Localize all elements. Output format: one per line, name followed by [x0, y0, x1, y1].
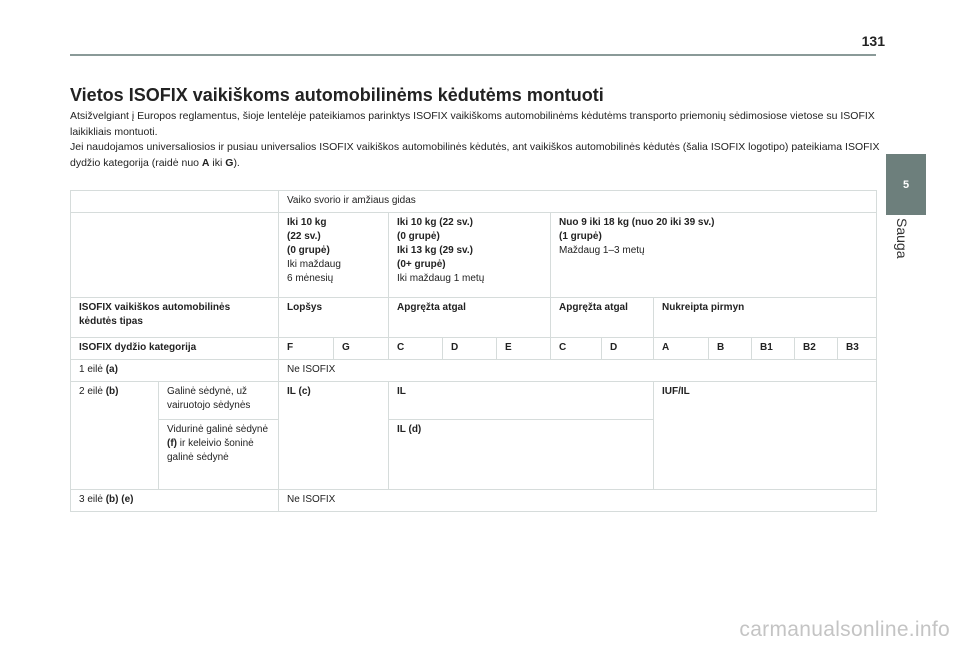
- row2-sub1-label: Galinė sėdynė, už vairuotojo sėdynės: [159, 382, 279, 420]
- group-0-line: Iki 10 kg: [287, 217, 327, 228]
- intro-text-part: iki: [209, 156, 226, 169]
- group-0-line: (22 sv.): [287, 231, 321, 242]
- type-rear-facing-1: Apgręžta atgal: [389, 298, 551, 338]
- row2-sub1-rear-value: IL: [389, 382, 654, 420]
- size-row-label: ISOFIX dydžio kategorija: [71, 338, 279, 360]
- table-row: [71, 382, 877, 420]
- chapter-tab[interactable]: [886, 154, 926, 215]
- row2-sub2-label: [159, 420, 279, 490]
- row1-label-text: 1 eilė: [79, 364, 106, 375]
- row2-sub2-rear-value: IL (d): [389, 420, 654, 490]
- table-row: [71, 298, 877, 338]
- group-0-line: (0 grupė): [287, 245, 330, 256]
- row3-value: Ne ISOFIX: [279, 490, 877, 512]
- table-row: [71, 338, 877, 360]
- table-row: [71, 191, 877, 213]
- size-cell: B: [709, 338, 752, 360]
- row2-sub2-text: ir keleivio šoninė galinė sėdynė: [167, 438, 254, 463]
- group-1-line: Iki 13 kg (29 sv.): [397, 245, 473, 256]
- intro-text-part: Jei naudojamos universaliosios ir pusiau universalios ISOFIX vaikiškos automobilinės kėdutės, ant vaikiškos automobilinės kėdutės (šalia ISOFIX logotipo) pateikiama ISOFIX dydžio kategorija (raidė nuo: [70, 141, 880, 169]
- size-letter-a: A: [201, 156, 210, 169]
- table-cell-empty: [71, 213, 279, 298]
- group-1-line: Iki maždaug 1 metų: [397, 273, 485, 284]
- size-cell: C: [389, 338, 443, 360]
- type-cot: Lopšys: [279, 298, 389, 338]
- intro-text: [70, 109, 880, 171]
- group-1-line: Iki 10 kg (22 sv.): [397, 217, 473, 228]
- row1-value: Ne ISOFIX: [279, 360, 877, 382]
- group-0-header: [279, 213, 389, 298]
- group-1-line: (0+ grupė): [397, 259, 446, 270]
- chapter-number: 5: [902, 178, 910, 191]
- guide-header: Vaiko svorio ir amžiaus gidas: [279, 191, 877, 213]
- header-divider: [70, 54, 876, 56]
- type-row-label: ISOFIX vaikiškos automobilinės kėdutės tipas: [71, 298, 279, 338]
- size-cell: B3: [838, 338, 877, 360]
- row2-label-text: 2 eilė: [79, 386, 106, 397]
- size-cell: C: [551, 338, 602, 360]
- intro-paragraph-2: [70, 140, 880, 171]
- group-0-line: 6 mėnesių: [287, 273, 334, 284]
- row2-sub2-text: Vidurinė galinė sėdynė: [167, 424, 269, 435]
- row1-label-note: (a): [105, 364, 118, 375]
- group-1-header: [389, 213, 551, 298]
- type-rear-facing-2: Apgręžta atgal: [551, 298, 654, 338]
- group-2-line: Maždaug 1–3 metų: [559, 245, 645, 256]
- row1-label: [71, 360, 279, 382]
- size-cell: A: [654, 338, 709, 360]
- page-number: 131: [861, 33, 885, 49]
- group-2-header: [551, 213, 877, 298]
- row2-cot-value: IL (c): [279, 382, 389, 490]
- size-cell: D: [602, 338, 654, 360]
- size-cell: D: [443, 338, 497, 360]
- isofix-table: [70, 190, 877, 512]
- size-cell: G: [334, 338, 389, 360]
- intro-text-part: ).: [233, 156, 240, 169]
- size-cell: B2: [795, 338, 838, 360]
- row2-sub2-note: (f): [167, 438, 177, 449]
- size-cell: B1: [752, 338, 795, 360]
- table-row: [71, 213, 877, 298]
- page-title: Vietos ISOFIX vaikiškoms automobilinėms kėdutėms montuoti: [70, 85, 604, 105]
- group-2-line: Nuo 9 iki 18 kg (nuo 20 iki 39 sv.): [559, 217, 715, 228]
- size-letter-g: G: [225, 156, 234, 169]
- group-1-line: (0 grupė): [397, 231, 440, 242]
- table-cell-empty: [71, 191, 279, 213]
- row2-forward-value: IUF/IL: [654, 382, 877, 490]
- size-cell: E: [497, 338, 551, 360]
- row2-label-note: (b): [105, 386, 119, 397]
- table-row: [71, 490, 877, 512]
- group-2-line: (1 grupė): [559, 231, 602, 242]
- intro-paragraph-1: Atsižvelgiant į Europos reglamentus, šioje lentelėje pateikiamos parinktys ISOFIX vaikiškoms automobilinėms kėdutėms transporto priemonių sėdimosiose vietose su ISOFIX laikikliais montuoti.: [70, 110, 875, 138]
- chapter-label: Sauga: [894, 218, 910, 259]
- size-cell: F: [279, 338, 334, 360]
- row3-label-text: 3 eilė: [79, 494, 106, 505]
- row3-label: [71, 490, 279, 512]
- watermark: carmanualsonline.info: [739, 618, 950, 641]
- group-0-line: Iki maždaug: [287, 259, 341, 270]
- row3-label-note: (b) (e): [105, 494, 134, 505]
- row2-label: [71, 382, 159, 490]
- type-forward-facing: Nukreipta pirmyn: [654, 298, 877, 338]
- table-row: [71, 360, 877, 382]
